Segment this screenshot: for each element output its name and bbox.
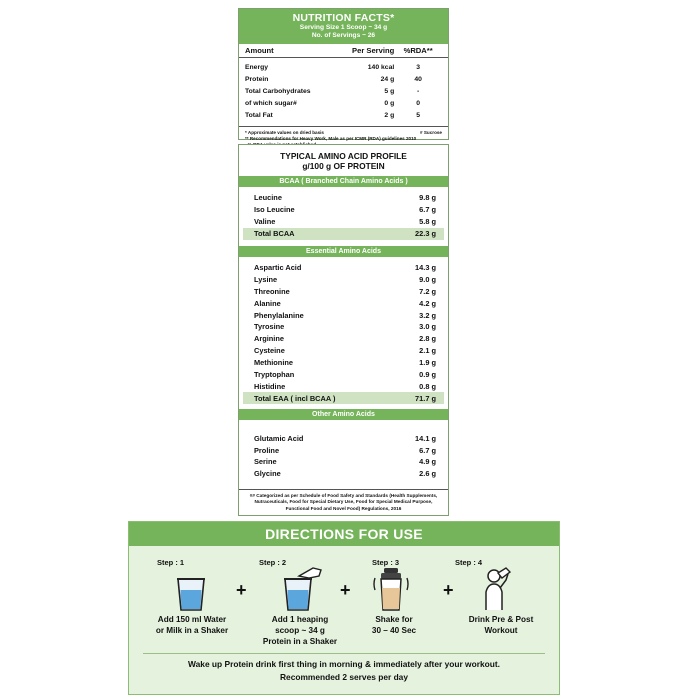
table-row (239, 73, 448, 85)
footnote-rda: ** Recommendations for Heavy Work, Male as per ICMR (RDA) guidelines 2010 (245, 135, 417, 141)
nutrition-facts-panel (238, 8, 449, 140)
step-text-line: Protein in a Shaker (262, 637, 338, 646)
nutrient-rda: 3 (416, 63, 421, 71)
plus-sign-3: + (443, 580, 454, 600)
step-text-line: or Milk in a Shaker (155, 626, 229, 635)
amino-value: 1.9 g (419, 358, 436, 368)
shaker-icon (371, 566, 411, 612)
col-amount: Amount (245, 46, 274, 55)
table-row (239, 345, 448, 357)
nutrient-rda: 0 (416, 100, 421, 108)
step-3-label: Step : 3 (372, 558, 400, 567)
serving-size: Serving Size 1 Scoop ~ 34 g (299, 24, 388, 31)
nutrient-value: 140 kcal (367, 63, 395, 71)
step-2-text (245, 614, 355, 647)
directions-title: DIRECTIONS FOR USE (129, 522, 559, 546)
nutrition-column-headers (239, 44, 448, 58)
amino-value: 4.9 g (419, 457, 436, 467)
amino-value: 14.1 g (415, 433, 436, 443)
amino-name: Serine (254, 457, 277, 467)
amino-name: Valine (254, 217, 276, 227)
amino-value: 6.7 g (419, 205, 436, 215)
step-text-line: scoop ~ 34 g (275, 626, 325, 635)
amino-name: Methionine (254, 358, 294, 368)
amino-name: Alanine (254, 298, 281, 308)
amino-value: 2.8 g (419, 334, 436, 344)
step-1-label: Step : 1 (157, 558, 185, 567)
amino-title (239, 145, 448, 176)
amino-name: Cysteine (254, 346, 285, 356)
nutrient-rda: 5 (416, 112, 421, 120)
amino-name: Tyrosine (254, 322, 285, 332)
table-row (239, 333, 448, 345)
amino-acid-panel (238, 144, 449, 516)
table-row (239, 192, 448, 204)
nutrient-name: Total Carbohydrates (245, 87, 311, 95)
amino-name: Threonine (254, 286, 290, 296)
directions-divider (143, 653, 545, 654)
table-row (239, 85, 448, 97)
amino-name: Tryptophan (254, 370, 295, 380)
table-row (239, 98, 448, 110)
step-1-text (137, 614, 247, 636)
note-line-2: Recommended 2 serves per day (279, 672, 408, 682)
table-row (239, 432, 448, 444)
total-value: 71.7 g (415, 393, 436, 403)
amino-value: 9.8 g (419, 193, 436, 203)
amino-name: Glutamic Acid (254, 433, 304, 443)
step-text-line: Shake for (375, 615, 413, 624)
table-row (239, 456, 448, 468)
footnote-sucrose: # Sucrose (420, 129, 442, 135)
amino-value: 0.9 g (419, 370, 436, 380)
amino-name: Proline (254, 445, 280, 455)
step-4-label: Step : 4 (455, 558, 483, 567)
table-row (239, 309, 448, 321)
nutrient-name: Energy (245, 63, 269, 71)
amino-value: 3.2 g (419, 310, 436, 320)
nutrient-value: 0 g (384, 100, 395, 108)
water-cup-icon (175, 576, 207, 612)
eaa-section-header: Essential Amino Acids (239, 246, 448, 257)
amino-name: Glycine (254, 469, 281, 479)
col-per-serving: Per Serving (352, 46, 395, 55)
table-row (239, 204, 448, 216)
amino-name: Phenylalanine (254, 310, 304, 320)
nutrient-rda: 40 (414, 75, 422, 83)
amino-title-line2: g/100 g OF PROTEIN (302, 161, 385, 171)
table-row (239, 273, 448, 285)
table-row (239, 262, 448, 274)
plus-sign-1: + (236, 580, 247, 600)
servings-count: No. of Servings ~ 26 (311, 32, 376, 39)
other-section-header: Other Amino Acids (239, 409, 448, 420)
table-row (239, 321, 448, 333)
note-line-1: Wake up Protein drink first thing in morning & immediately after your workout. (188, 659, 500, 669)
step-4-text (451, 614, 551, 636)
step-text-line: Workout (484, 626, 518, 635)
table-row (239, 380, 448, 392)
step-3-text (354, 614, 434, 636)
nutrient-name: Total Fat (245, 112, 273, 120)
amino-value: 4.2 g (419, 298, 436, 308)
amino-value: 9.0 g (419, 274, 436, 284)
amino-value: 0.8 g (419, 381, 436, 391)
amino-value: 2.6 g (419, 469, 436, 479)
bcaa-total-row (243, 228, 444, 240)
table-row (239, 444, 448, 456)
amino-name: Lysine (254, 274, 278, 284)
nutrition-title: NUTRITION FACTS* (292, 12, 395, 24)
table-row (239, 468, 448, 480)
nutrient-name: of which sugar# (245, 100, 297, 108)
total-label: Total BCAA (254, 229, 295, 239)
footnote-dried: * Approximate values on dried basis (245, 129, 324, 135)
nutrient-rda: - (416, 87, 420, 95)
step-text-line: 30 – 40 Sec (371, 626, 417, 635)
amino-value: 14.3 g (415, 263, 436, 272)
amino-footnote: ## Categorized as per Schedule of Food Safety and Standards (Health Supplements, Nutraceuticals, Food for Special Dietary Use, Food for Special Medical Purpose, Functional Food and Novel Food) Regulations, 2016 (239, 489, 448, 515)
amino-name: Arginine (254, 334, 284, 344)
nutrient-value: 5 g (384, 87, 395, 95)
table-row (239, 369, 448, 381)
amino-name: Histidine (254, 381, 286, 391)
eaa-total-row (243, 392, 444, 404)
table-row (239, 110, 448, 122)
step-2-label: Step : 2 (259, 558, 287, 567)
amino-title-line1: TYPICAL AMINO ACID PROFILE (280, 151, 407, 161)
bcaa-section-header: BCAA ( Branched Chain Amino Acids ) (239, 176, 448, 187)
total-label: Total EAA ( incl BCAA ) (254, 393, 336, 403)
table-row (239, 216, 448, 228)
nutrient-value: 24 g (380, 75, 395, 83)
step-text-line: Add 1 heaping (271, 615, 329, 624)
amino-name: Iso Leucine (254, 205, 295, 215)
table-row (239, 61, 448, 73)
plus-sign-2: + (340, 580, 351, 600)
total-value: 22.3 g (415, 229, 436, 239)
directions-panel (128, 521, 560, 695)
step-text-line: Drink Pre & Post (468, 615, 534, 624)
table-row (239, 285, 448, 297)
nutrition-header (239, 9, 448, 44)
nutrient-value: 2 g (384, 112, 395, 120)
amino-name: Leucine (254, 193, 282, 203)
nutrient-name: Protein (245, 75, 269, 83)
amino-value: 2.1 g (419, 346, 436, 356)
amino-value: 6.7 g (419, 445, 436, 455)
amino-value: 5.8 g (419, 217, 436, 227)
step-text-line: Add 150 ml Water (157, 615, 227, 624)
amino-value: 7.2 g (419, 286, 436, 296)
directions-note (129, 658, 559, 684)
table-row (239, 357, 448, 369)
amino-value: 3.0 g (419, 322, 436, 332)
scoop-cup-icon (281, 566, 325, 612)
table-row (239, 297, 448, 309)
drinking-person-icon (472, 566, 516, 612)
amino-name: Aspartic Acid (254, 263, 302, 272)
col-rda: %RDA** (403, 46, 433, 55)
